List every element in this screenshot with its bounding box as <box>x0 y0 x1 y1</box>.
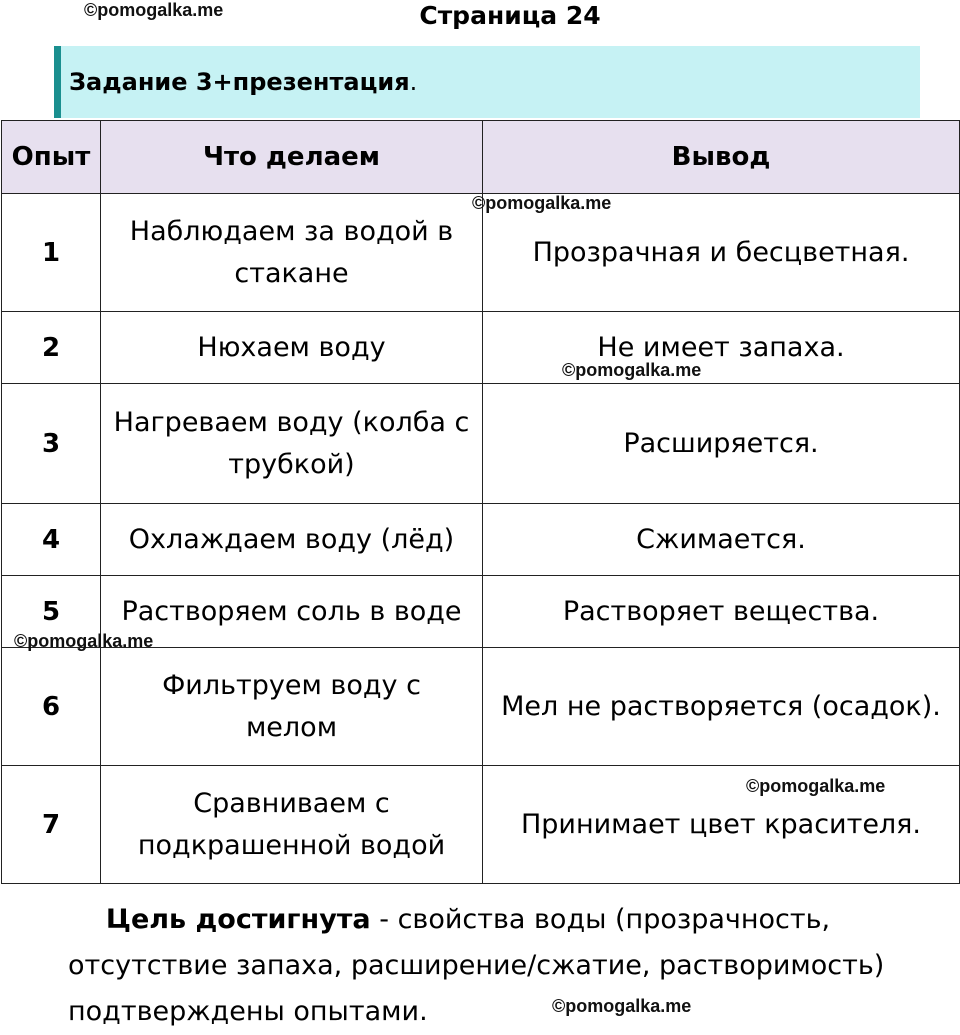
row-result: Не имеет запаха. <box>483 312 960 384</box>
row-result: Мел не растворяется (осадок). <box>483 648 960 766</box>
row-result: Принимает цвет красителя. <box>483 766 960 884</box>
row-number: 2 <box>2 312 101 384</box>
row-action: Сравниваем с подкрашенной водой <box>101 766 483 884</box>
row-action: Растворяем соль в воде <box>101 576 483 648</box>
column-header-experiment: Опыт <box>2 121 101 194</box>
watermark: ©pomogalka.me <box>472 193 612 213</box>
conclusion-text <box>68 897 948 1035</box>
row-action: Нюхаем воду <box>101 312 483 384</box>
watermark: ©pomogalka.me <box>562 360 702 380</box>
table-row <box>2 384 960 504</box>
conclusion-line-2: отсутствие запаха, расширение/сжатие, растворимость) <box>68 950 885 981</box>
row-action: Наблюдаем за водой в стакане <box>101 194 483 312</box>
row-result: Сжимается. <box>483 504 960 576</box>
watermark-bottom: ©pomogalka.me <box>552 996 692 1016</box>
row-action: Нагреваем воду (колба с трубкой) <box>101 384 483 504</box>
row-result: Расширяется. <box>483 384 960 504</box>
row-number: 6 <box>2 648 101 766</box>
row-number: 4 <box>2 504 101 576</box>
watermark: ©pomogalka.me <box>14 631 154 651</box>
table-row <box>2 504 960 576</box>
row-number: 7 <box>2 766 101 884</box>
task-header <box>54 46 920 118</box>
row-number: 5 <box>2 576 101 648</box>
watermark-top-left: ©pomogalka.me <box>84 0 224 20</box>
row-number: 1 <box>2 194 101 312</box>
row-number: 3 <box>2 384 101 504</box>
task-label: Задание 3+презентация <box>69 68 410 96</box>
conclusion-line-3: подтверждены опытами. <box>68 996 428 1027</box>
conclusion-line-1: Цель достигнута - свойства воды (прозрачность, <box>105 904 831 935</box>
results-table <box>1 120 960 884</box>
table-row <box>2 648 960 766</box>
table-row <box>2 312 960 384</box>
row-action: Фильтруем воду с мелом <box>101 648 483 766</box>
row-result: Растворяет вещества. <box>483 576 960 648</box>
row-action: Охлаждаем воду (лёд) <box>101 504 483 576</box>
page-title: Страница 24 <box>419 1 601 30</box>
column-header-result: Вывод <box>483 121 960 194</box>
table-header-row <box>2 121 960 194</box>
column-header-action: Что делаем <box>101 121 483 194</box>
watermark: ©pomogalka.me <box>746 776 886 796</box>
conclusion-bold: Цель достигнута <box>105 904 371 935</box>
row-result: Прозрачная и бесцветная. <box>483 194 960 312</box>
task-suffix: . <box>409 68 418 96</box>
